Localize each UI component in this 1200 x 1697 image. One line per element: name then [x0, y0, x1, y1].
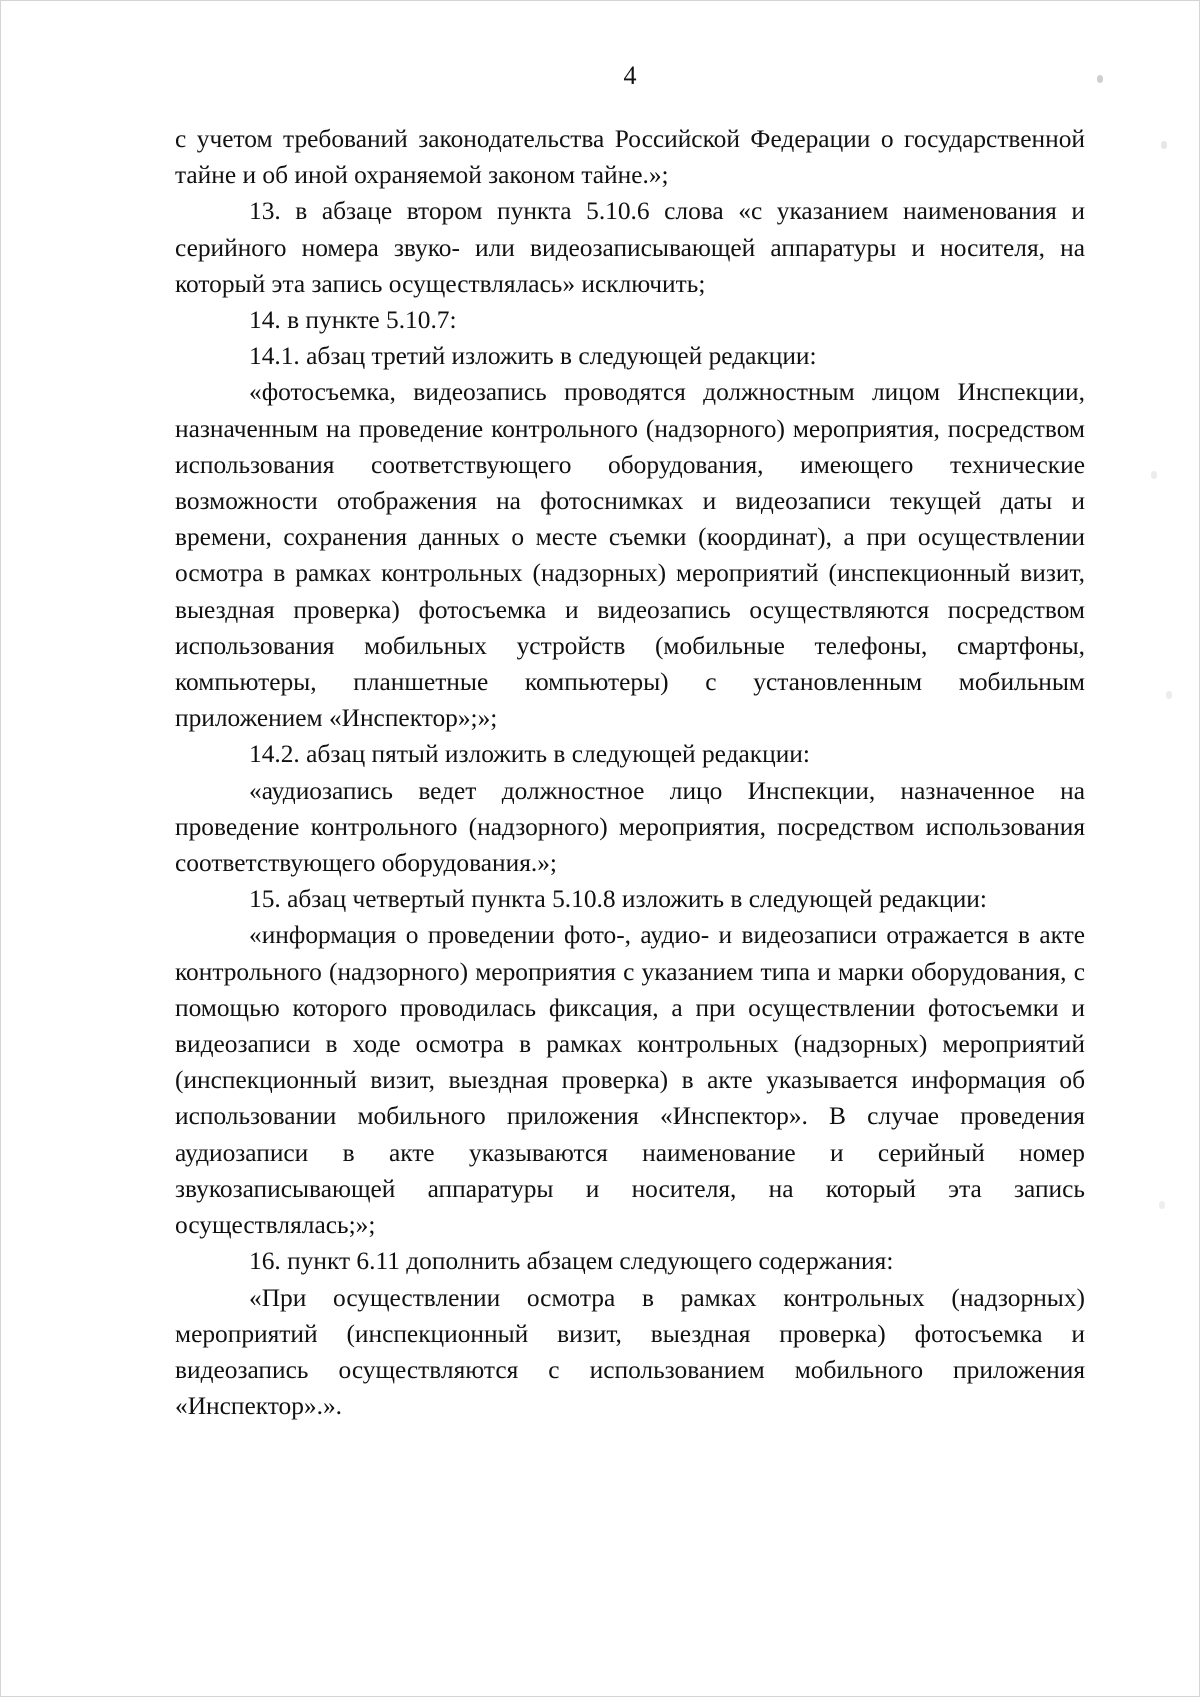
paragraph-item-14-1: 14.1. абзац третий изложить в следующей редакции:	[249, 342, 817, 371]
paragraph-item-13: 13. в абзаце втором пункта 5.10.6 слова «с указанием наименования и серийного номера звуко- или видеозаписывающей аппаратуры и носителя, на который эта запись осуществлялась» исключить;	[175, 197, 1085, 298]
scan-speck	[1161, 141, 1167, 149]
scan-speck	[1159, 1201, 1165, 1209]
paragraph-quote-information: «информация о проведении фото-, аудио- и видеозаписи отражается в акте контрольного (надзорного) мероприятия с указанием типа и марки оборудования, с помощью которого проводилась фиксация, а при осуществлении фотосъемки и видеозаписи в ходе осмотра в рамках контрольных (надзорных) мероприятий (инспекционный визит, выездная проверка) в акте указывается информация об использовании мобильного приложения «Инспектор». В случае проведения аудиозаписи в акте указываются наименование и серийный номер звукозаписывающей аппаратуры и носителя, на который эта запись осуществлялась;»;	[175, 921, 1085, 1240]
scan-speck	[1151, 471, 1157, 479]
paragraph-item-15: 15. абзац четвертый пункта 5.10.8 изложить в следующей редакции:	[249, 885, 987, 914]
paragraph-quote-photo-video: «фотосъемка, видеозапись проводятся должностным лицом Инспекции, назначенным на проведение контрольного (надзорного) мероприятия, посредством использования соответствующего оборудования, имеющего технические возможности отображения на фотоснимках и видеозаписи текущей даты и времени, сохранения данных о месте съемки (координат), а при осуществлении осмотра в рамках контрольных (надзорных) мероприятий (инспекционный визит, выездная проверка) фотосъемка и видеозапись осуществляются посредством использования мобильных устройств (мобильные телефоны, смартфоны, компьютеры, планшетные компьютеры) с установленным мобильным приложением «Инспектор»;»;	[175, 378, 1085, 733]
scan-speck	[1097, 75, 1103, 83]
paragraph-item-16: 16. пункт 6.11 дополнить абзацем следующего содержания:	[249, 1247, 894, 1276]
page-number: 4	[623, 61, 637, 90]
scan-speck	[1166, 691, 1172, 699]
paragraph-quote-audio: «аудиозапись ведет должностное лицо Инспекции, назначенное на проведение контрольного (надзорного) мероприятия, посредством использования соответствующего оборудования.»;	[175, 776, 1085, 878]
paragraph-item-14: 14. в пункте 5.10.7:	[249, 306, 457, 335]
paragraph-quote-inspection: «При осуществлении осмотра в рамках контрольных (надзорных) мероприятий (инспекционный визит, выездная проверка) фотосъемка и видеозапись осуществляются с использованием мобильного приложения «Инспектор».».	[175, 1283, 1085, 1421]
paragraph-continuation: с учетом требований законодательства Российской Федерации о государственной тайне и об иной охраняемой законом тайне.»;	[175, 125, 1085, 190]
document-body	[175, 121, 1085, 1424]
paragraph-item-14-2: 14.2. абзац пятый изложить в следующей редакции:	[249, 740, 810, 769]
